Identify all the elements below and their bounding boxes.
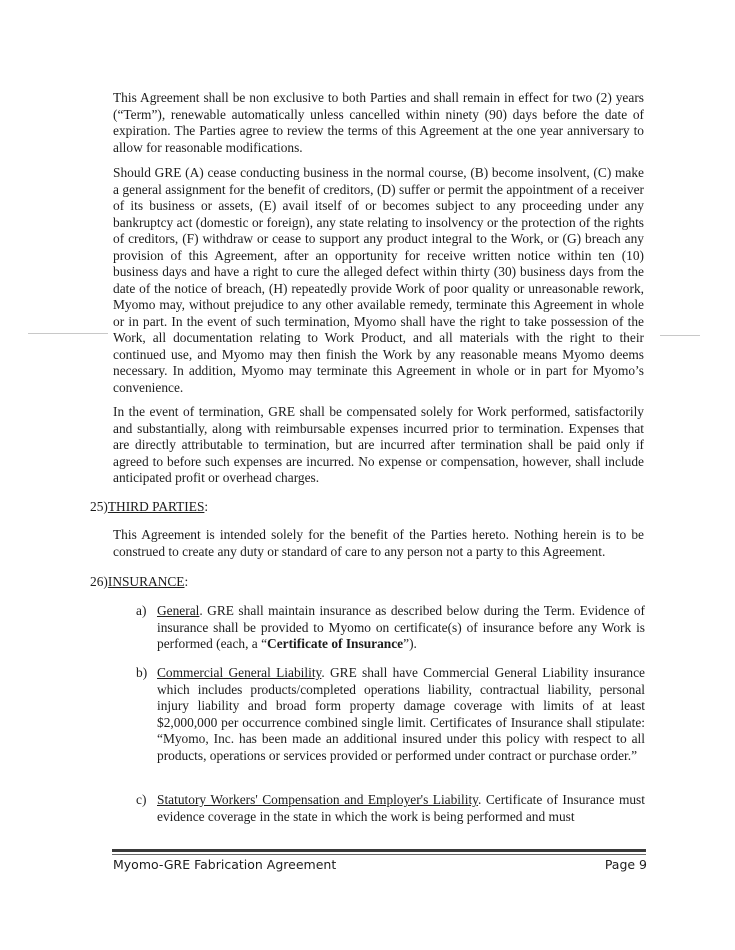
footer-title: Myomo-GRE Fabrication Agreement: [113, 857, 337, 872]
term-paragraph: This Agreement shall be non exclusive to both Parties and shall remain in effect for two (2) years (“Term”), renewable automatically unless cancelled within ninety (90) days before the date of expiration. The Parties agree to review the terms of this Agreement at the one year anniversary to allow for reasonable modifications.: [113, 90, 644, 155]
section-25-colon: :: [204, 499, 209, 514]
footer-divider: [112, 849, 646, 852]
item-bold-term: Certificate of Insurance: [267, 636, 404, 651]
item-title: General: [157, 603, 200, 618]
page-number: Page 9: [604, 857, 647, 872]
item-letter: b): [136, 665, 148, 680]
item-text: [157, 603, 645, 653]
item-title: Commercial General Liability: [157, 665, 322, 680]
item-title: Statutory Workers' Compensation and Employer's Liability: [157, 792, 479, 807]
section-26-number: 26): [90, 574, 108, 589]
section-26-title: INSURANCE: [107, 574, 185, 589]
termination-compensation-paragraph: In the event of termination, GRE shall be compensated solely for Work performed, satisfactorily and substantially, along with reimbursable expenses incurred prior to termination. Expenses that are directly attributable to termination, but are incurred after termination shall be paid only if agreed to before such expenses are incurred. No expense or compensation, however, shall include anticipated profit or overhead charges.: [113, 404, 644, 485]
section-25-number: 25): [90, 499, 108, 514]
section-25-title: THIRD PARTIES: [107, 499, 205, 514]
item-body: . GRE shall have Commercial General Liability insurance which includes products/completed operations liability, contractual liability, personal injury liability and broad form property damage coverage with limits of at least $2,000,000 per occurrence combined single limit. Certificates of Insurance shall stipulate: “Myomo, Inc. has been made an additional insured under this policy with respect to all products, operations or services provided or performed under contract or purchase order.”: [157, 665, 645, 763]
third-parties-paragraph: This Agreement is intended solely for the benefit of the Parties hereto. Nothing herein is to be construed to create any duty or standard of care to any person not a party to this Agreement.: [113, 527, 644, 559]
termination-paragraph: Should GRE (A) cease conducting business in the normal course, (B) become insolvent, (C) make a general assignment for the benefit of creditors, (D) suffer or permit the appointment of a receiver of its business or assets, (E) avail itself of or becomes subject to any proceeding under any bankruptcy act (domestic or foreign), any state relating to insolvency or the protection of the rights of creditors, (F) withdraw or cease to support any product integral to the Work, or (G) breach any provision of this Agreement, after an opportunity for receive written notice within ten (10) business days and have a right to cure the alleged defect within thirty (30) business days from the date of the notice of breach, (H) repeatedly provide Work of poor quality or unreasonable rework, Myomo may, without prejudice to any other available remedy, terminate this Agreement in whole or in part. In the event of such termination, Myomo shall have the right to take possession of the Work, all documentation relating to Work Product, and all materials with the right to their continued use, and Myomo may then finish the Work by any reasonable means Myomo deems necessary. In addition, Myomo may terminate this Agreement in whole or in part for Myomo’s convenience.: [113, 165, 644, 395]
item-body: . Certificate of Insurance must evidence coverage in the state in which the work is being performed and must: [157, 792, 645, 824]
item-letter: c): [136, 792, 147, 807]
scan-artifact-right: [660, 335, 700, 336]
section-26-colon: :: [184, 574, 189, 589]
item-text: [157, 665, 645, 764]
footer-divider-thin: [112, 854, 646, 855]
item-body: . GRE shall maintain insurance as described below during the Term. Evidence of insurance shall be provided to Myomo on certificate(s) of insurance before any Work is performed (each, a “: [157, 603, 645, 651]
item-letter: a): [136, 603, 147, 618]
section-25-heading: [90, 499, 208, 516]
item-tail: ”).: [403, 636, 417, 651]
item-text: [157, 792, 645, 825]
section-26-heading: [90, 574, 188, 591]
scan-artifact-left: [28, 333, 108, 334]
